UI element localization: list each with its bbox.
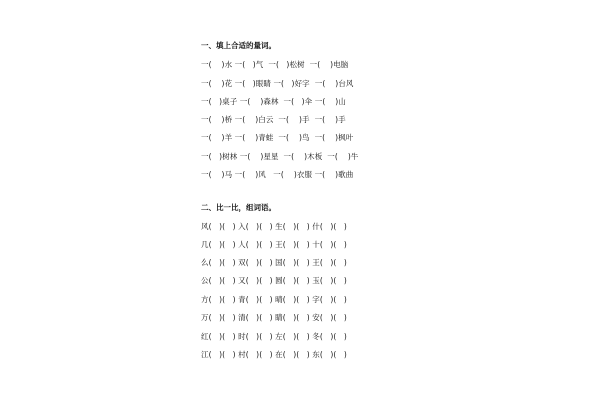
measure-word-row: 一( )水 一( )气 一( )松树 一( )电脑 [201, 60, 349, 69]
measure-word-row: 一( )羊 一( )青蛙 一( )鸟 一( )枫叶 [201, 133, 354, 142]
compare-word-row: 万( )( ) 清( )( ) 睛( )( ) 安( )( ) [201, 313, 347, 322]
measure-word-row: 一( )桌子 一( )森林 一( )伞 一( )山 [201, 97, 346, 106]
measure-word-row: 一( )马 一( )风 一( )衣服 一( )歌曲 [201, 170, 354, 179]
compare-word-row: 方( )( ) 青( )( ) 晴( )( ) 字( )( ) [201, 295, 347, 304]
measure-word-row: 一( )花 一( )眼睛 一( )好字 一( )台风 [201, 79, 354, 88]
compare-word-row: 公( )( ) 又( )( ) 圆( )( ) 玉( )( ) [201, 276, 347, 285]
measure-word-row: 一( )桥 一( )白云 一( )手 一( )手 [201, 115, 346, 124]
compare-word-row: 几( )( ) 人( )( ) 王( )( ) 十( )( ) [201, 240, 347, 249]
compare-word-row: 么( )( ) 双( )( ) 国( )( ) 王( )( ) [201, 258, 347, 267]
compare-word-row: 江( )( ) 村( )( ) 在( )( ) 东( )( ) [201, 350, 347, 359]
section-1-title: 一、填上合适的量词。 [201, 41, 276, 50]
compare-word-row: 红( )( ) 时( )( ) 左( )( ) 冬( )( ) [201, 332, 347, 341]
measure-word-row: 一( )树林 一( )星星 一( )木板 一( )牛 [201, 152, 359, 161]
section-2-title: 二、比一比，组词语。 [201, 203, 276, 212]
compare-word-row: 风( )( ) 入( )( ) 生( )( ) 什( )( ) [201, 222, 347, 231]
